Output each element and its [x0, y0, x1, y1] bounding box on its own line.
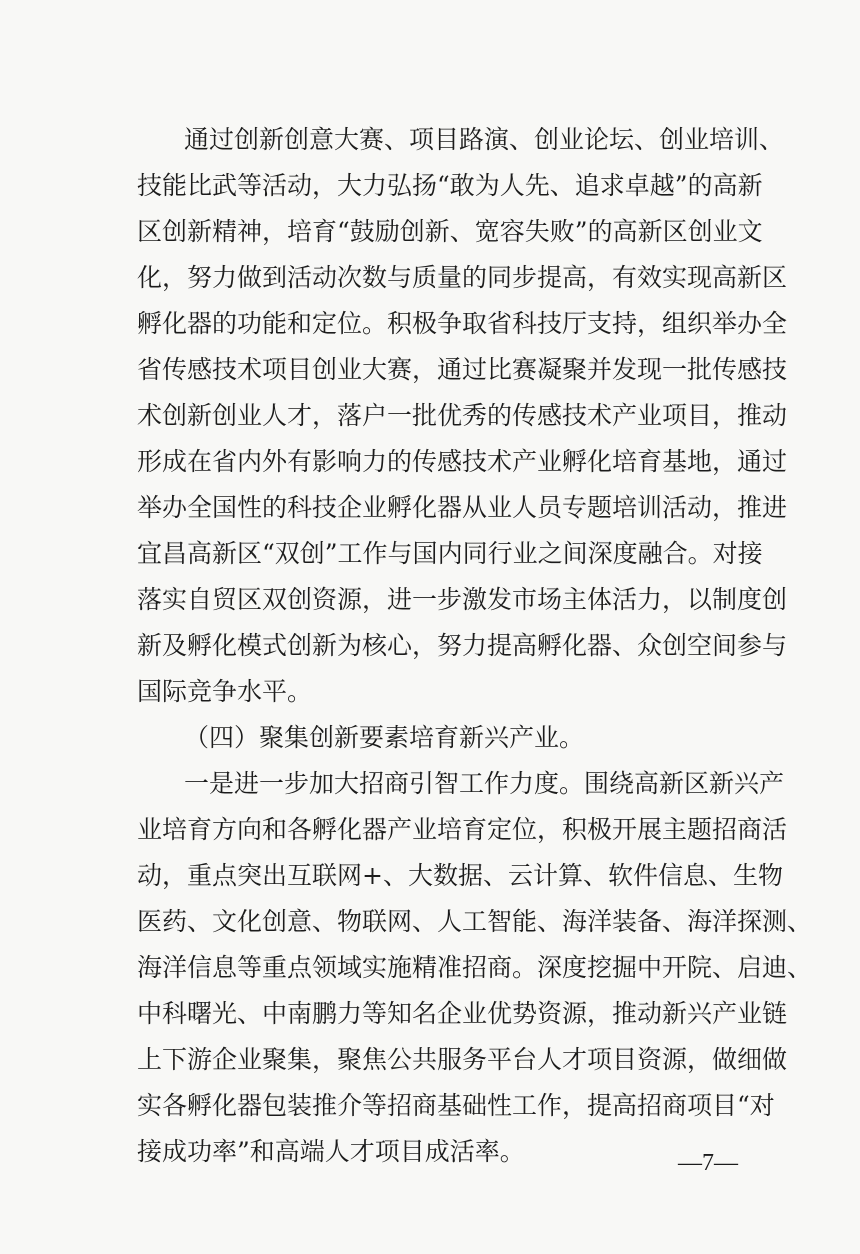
text-line-19: 海洋信息等重点领域实施精准招商。深度挖掘中开院、启迪、: [137, 953, 813, 982]
text-line-1: 通过创新创意大赛、项目路演、创业论坛、创业培训、: [184, 125, 785, 154]
text-line-11: 落实自贸区双创资源，进一步激发市场主体活力，以制度创: [137, 585, 788, 614]
text-line-8: 形成在省内外有影响力的传感技术产业孵化培育基地，通过: [137, 447, 788, 476]
text-line-12: 新及孵化模式创新为核心，努力提高孵化器、众创空间参与: [137, 631, 788, 660]
text-line-4: 化，努力做到活动次数与质量的同步提高，有效实现高新区: [137, 263, 788, 292]
text-line-6: 省传感技术项目创业大赛，通过比赛凝聚并发现一批传感技: [137, 355, 788, 384]
text-line-13: 国际竞争水平。: [137, 677, 313, 706]
text-line-2: 技能比武等活动，大力弘扬“敢为人先、追求卓越”的高新: [137, 171, 763, 200]
text-line-23: 接成功率”和高端人才项目成活率。: [137, 1137, 525, 1166]
text-line-22: 实各孵化器包装推介等招商基础性工作，提高招商项目“对: [137, 1091, 775, 1120]
text-line-15: 一是进一步加大招商引智工作力度。围绕高新区新兴产: [184, 769, 785, 798]
text-line-3: 区创新精神，培育“鼓励创新、宽容失败”的高新区创业文: [137, 217, 763, 246]
text-line-17: 动，重点突出互联网+、大数据、云计算、软件信息、生物: [137, 861, 783, 890]
page-number: —7—: [678, 1150, 738, 1176]
text-line-5: 孵化器的功能和定位。积极争取省科技厅支持，组织举办全: [137, 309, 788, 338]
text-line-10: 宜昌高新区“双创”工作与国内同行业之间深度融合。对接: [137, 539, 763, 568]
text-line-18: 医药、文化创意、物联网、人工智能、海洋装备、海洋探测、: [137, 907, 813, 936]
text-line-21: 上下游企业聚集，聚焦公共服务平台人才项目资源，做细做: [137, 1045, 788, 1074]
text-line-20: 中科曙光、中南鹏力等知名企业优势资源，推动新兴产业链: [137, 999, 788, 1028]
section-heading: （四）聚集创新要素培育新兴产业。: [184, 723, 585, 752]
text-line-9: 举办全国性的科技企业孵化器从业人员专题培训活动，推进: [137, 493, 788, 522]
text-line-16: 业培育方向和各孵化器产业培育定位，积极开展主题招商活: [137, 815, 788, 844]
text-line-7: 术创新创业人才，落户一批优秀的传感技术产业项目，推动: [137, 401, 788, 430]
